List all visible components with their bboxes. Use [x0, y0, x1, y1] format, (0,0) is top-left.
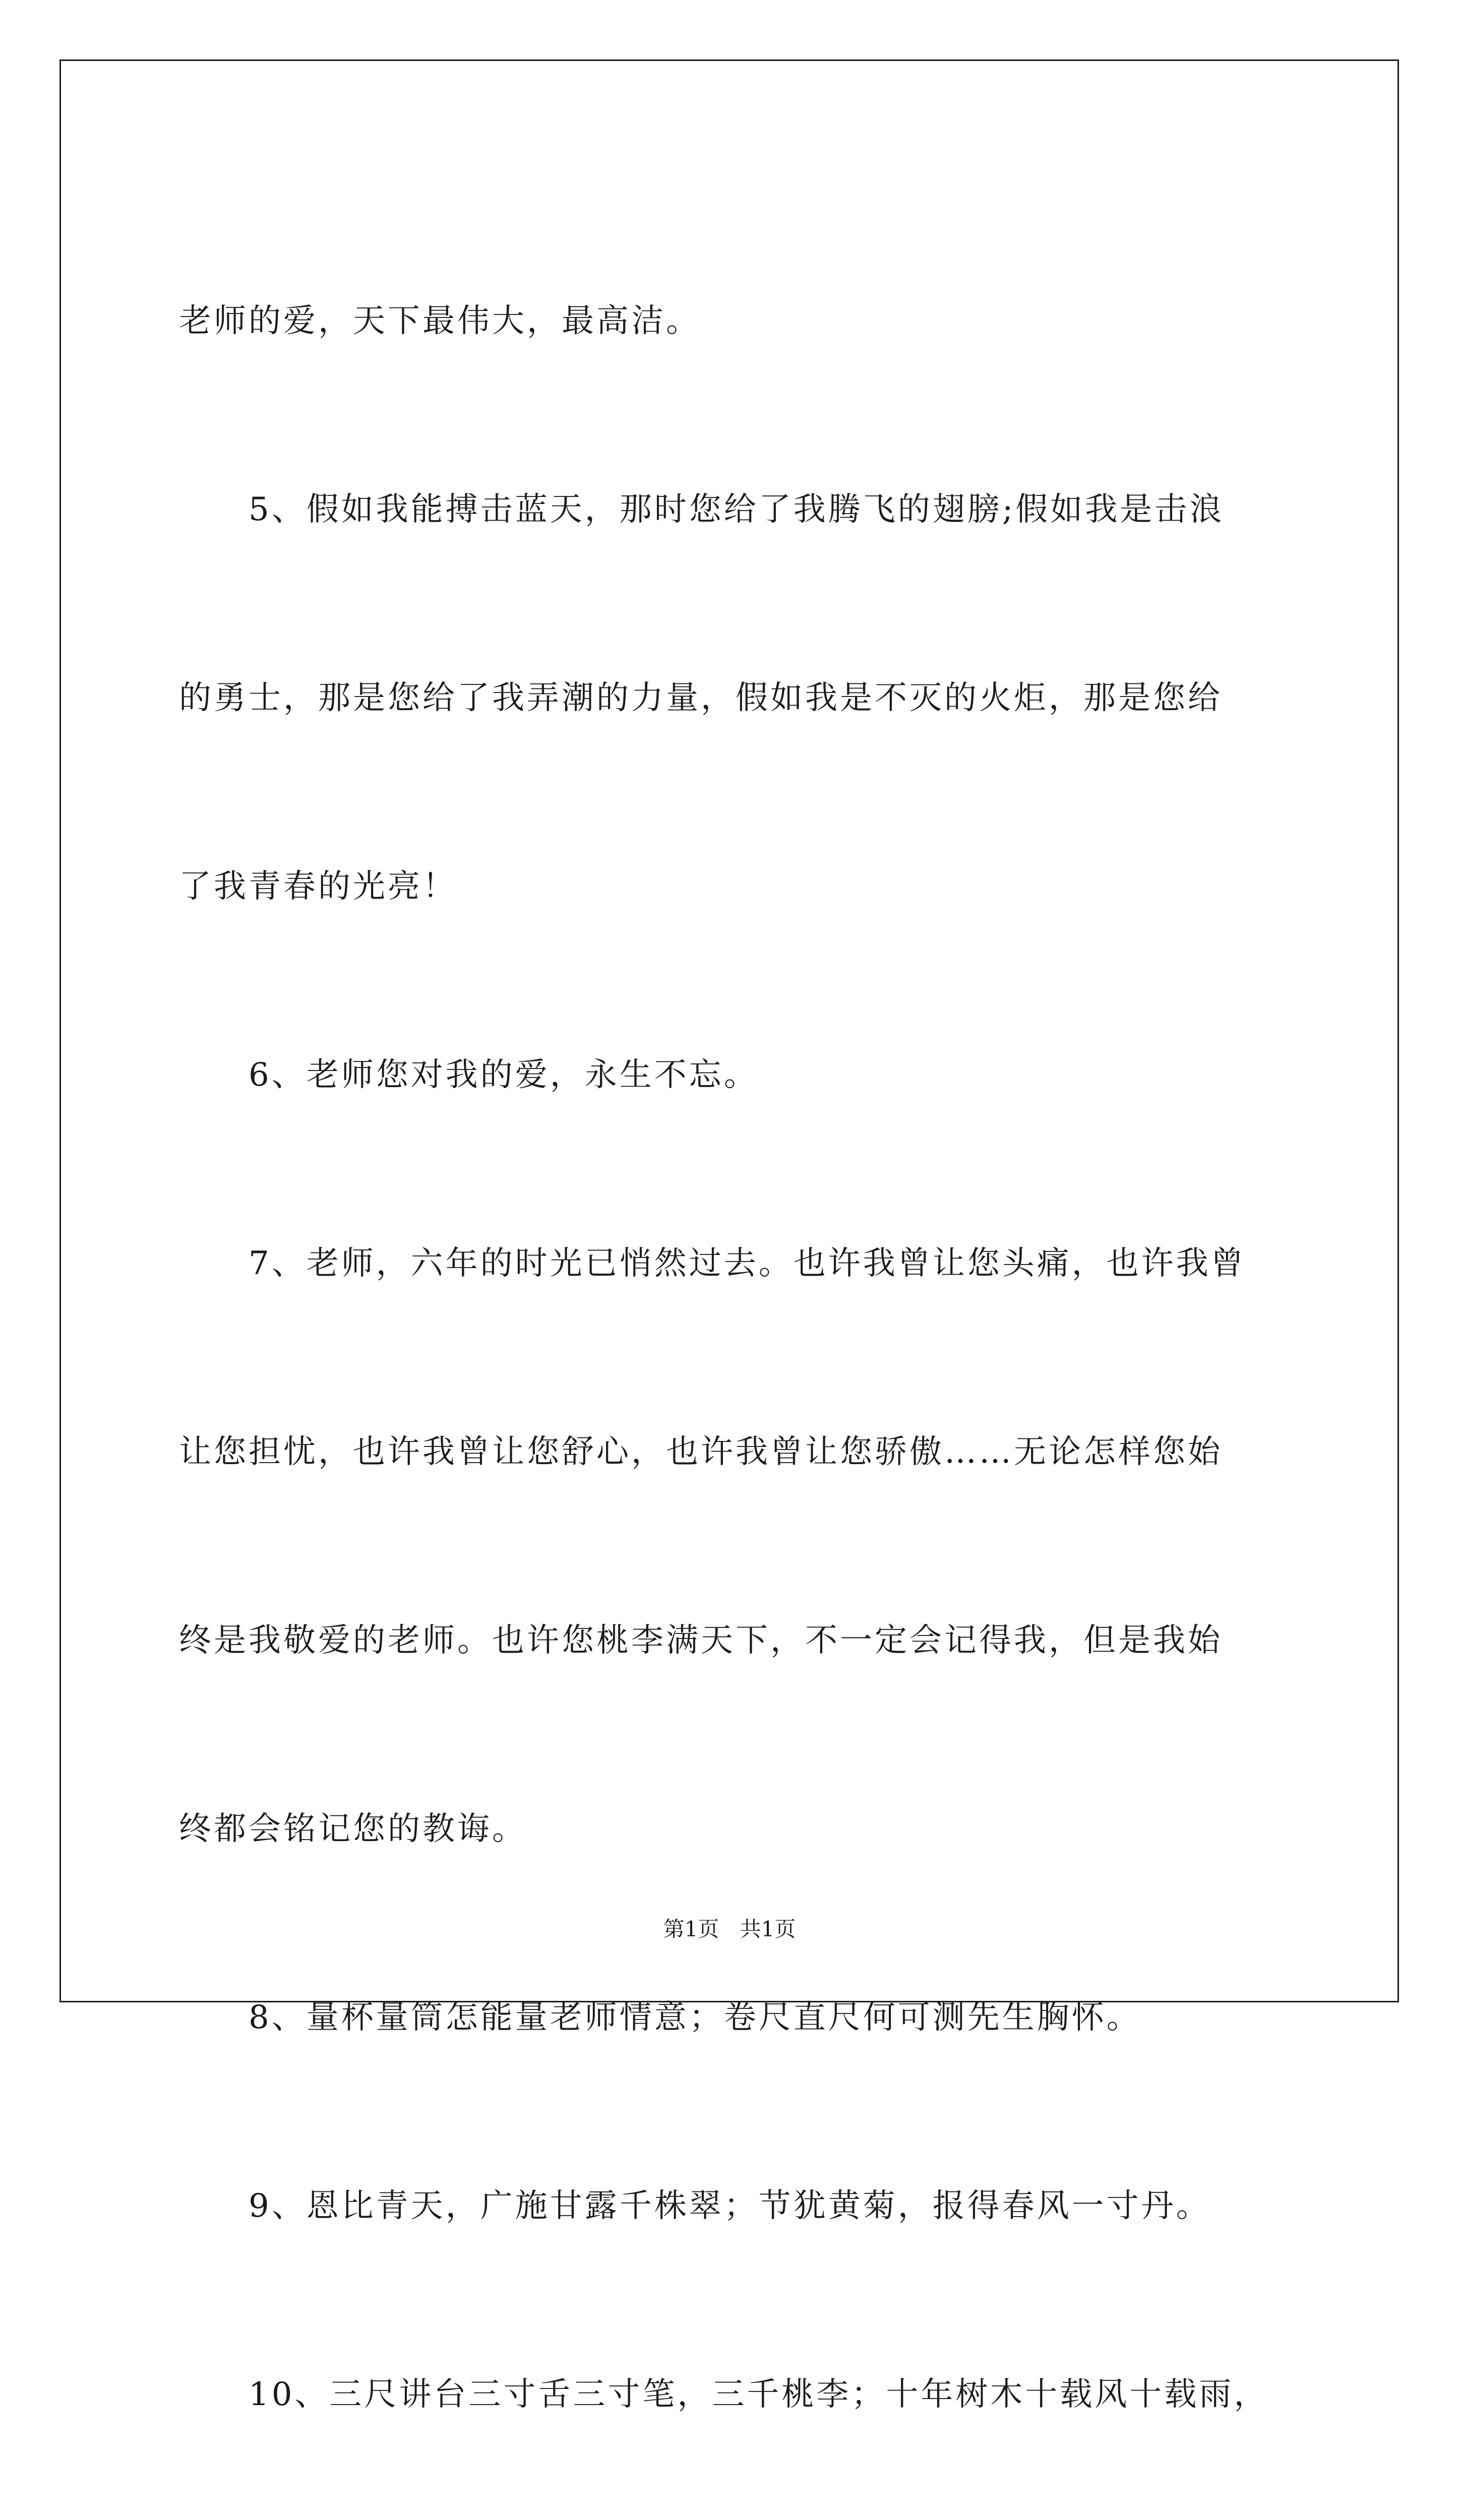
- text-line: 让您担忧，也许我曾让您舒心，也许我曾让您骄傲……无论怎样您始: [179, 1433, 1223, 1471]
- document-body: [179, 180, 1323, 2520]
- text-line: 了我青春的光亮！: [179, 868, 457, 905]
- text-line: 5、假如我能搏击蓝天，那时您给了我腾飞的翅膀;假如我是击浪: [179, 491, 1225, 528]
- text-line: 终是我敬爱的老师。也许您桃李满天下，不一定会记得我，但是我始: [179, 1622, 1223, 1659]
- page-number-current: 第1页: [663, 1917, 719, 1941]
- text-line: 9、恩比青天，广施甘露千株翠；节犹黄菊，报得春风一寸丹。: [179, 2187, 1211, 2225]
- text-line: 终都会铭记您的教诲。: [179, 1810, 527, 1848]
- page-footer: [0, 1913, 1459, 1943]
- page-number-total: 共1页: [740, 1917, 796, 1941]
- text-line: 的勇士，那是您给了我弄潮的力量，假如我是不灭的火炬，那是您给: [179, 679, 1223, 717]
- text-line: 老师的爱，天下最伟大，最高洁。: [179, 302, 701, 340]
- text-line: 7、老师，六年的时光已悄然过去。也许我曾让您头痛，也许我曾: [179, 1245, 1246, 1282]
- text-line: 6、老师您对我的爱，永生不忘。: [179, 1056, 759, 1094]
- text-line: 8、量杯量筒怎能量老师情意；卷尺直尺何可测先生胸怀。: [179, 1999, 1141, 2036]
- text-line: 10、三尺讲台三寸舌三寸笔，三千桃李；十年树木十载风十载雨，: [179, 2376, 1269, 2413]
